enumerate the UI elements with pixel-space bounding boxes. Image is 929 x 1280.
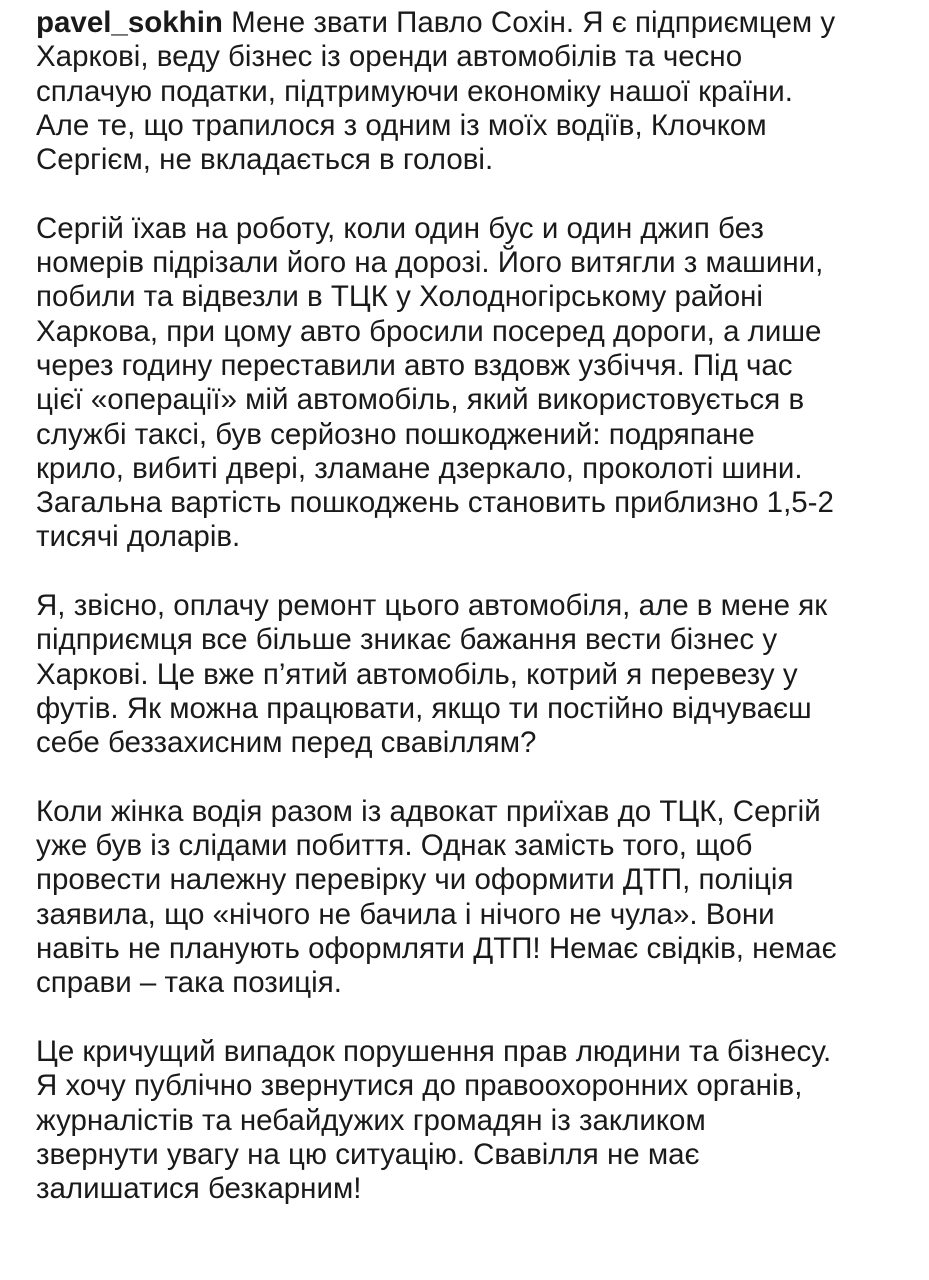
caption-paragraph-5: Це кричущий випадок порушення прав людини та бізнесу. Я хочу публічно звернутися до правоохоронних органів, журналістів та небайдужих громадян із закликом звернути увагу на цю ситуацію. Свавілля не має залишатися безкарним! — [36, 1034, 832, 1206]
caption-paragraph-2: Сергій їхав на роботу, коли один бус и один джип без номерів підрізали його на дорозі. Його витягли з машини, побили та відвезли в ТЦК у Холодногірському районі Харкова, при цому авто бросили посеред дороги, а лише через годину переставили авто вздовж узбіччя. Під час цієї «операції» мій автомобіль, який використовується в службі таксі, був серйозно пошкоджений: подряпане крило, вибиті двері, зламане дзеркало, проколоті шини. Загальна вартість пошкоджень становить приблизно 1,5-2 тисячі доларів. — [36, 211, 834, 554]
caption-text-1: Мене звати Павло Сохін. Я є підприємцем у Харкові, веду бізнес із оренди автомобілів та чесно сплачую податки, підтримуючи економіку нашої країни. Але те, що трапилося з одним із моїх водіїв, Клочком Сергієм, не вкладається в голові. — [36, 6, 836, 177]
username-link[interactable]: pavel_sokhin — [36, 6, 223, 39]
post-caption — [36, 6, 906, 1206]
caption-paragraph-1 — [36, 6, 906, 177]
caption-paragraph-3: Я, звісно, оплачу ремонт цього автомобіля, але в мене як підприємця все більше зникає бажання вести бізнес у Харкові. Це вже п’ятий автомобіль, котрий я перевезу у футів. Як можна працювати, якщо ти постійно відчуваєш себе беззахисним перед свавіллям? — [36, 589, 828, 760]
caption-paragraph-4: Коли жінка водія разом із адвокат приїхав до ТЦК, Сергій уже був із слідами побиття. Однак замість того, щоб провести належну перевірку чи оформити ДТП, поліція заявила, що «нічого не бачила і нічого не чула». Вони навіть не планують оформляти ДТП! Немає свідків, немає справи – така позиція. — [36, 794, 837, 1000]
